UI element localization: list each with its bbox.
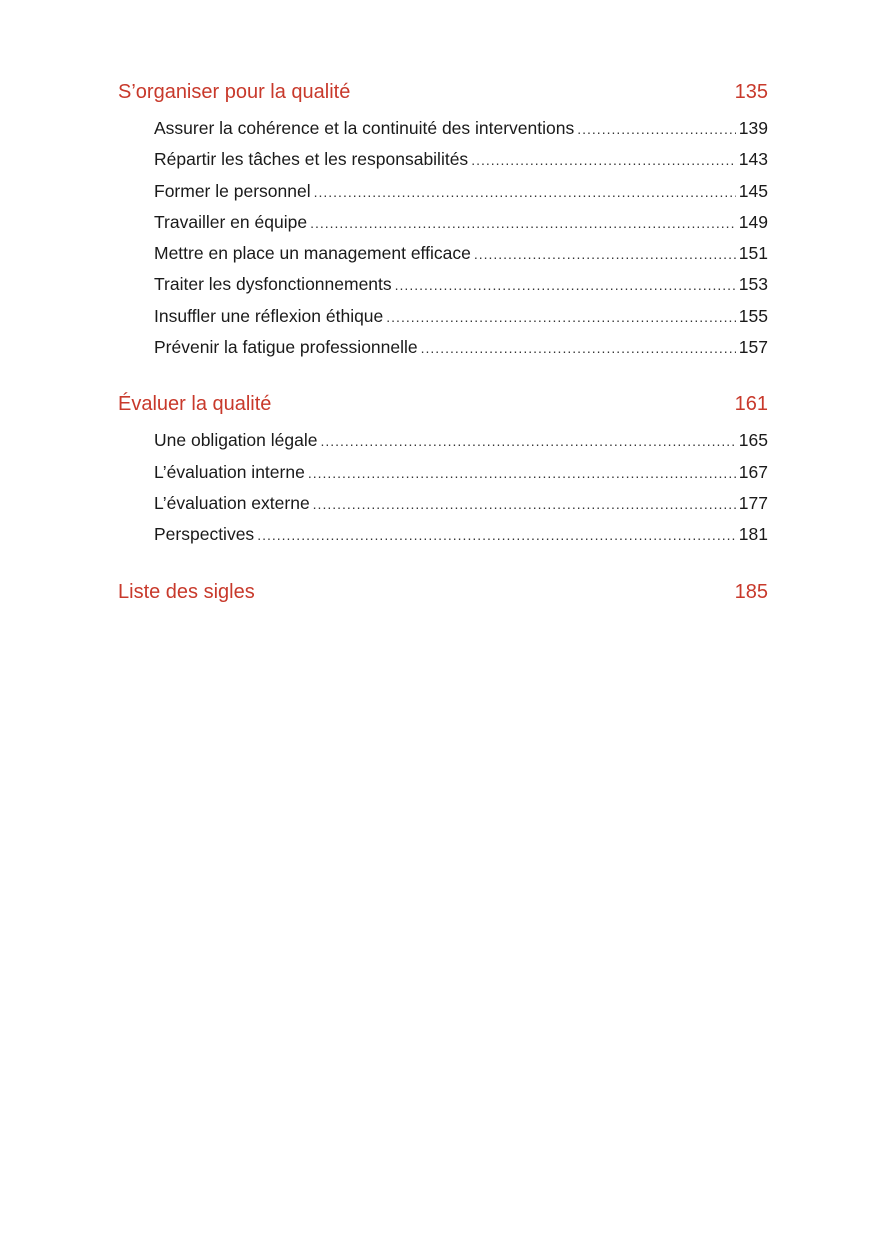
section-title: Liste des sigles [118, 580, 255, 603]
dot-leader [313, 489, 736, 520]
section-title: Évaluer la qualité [118, 393, 272, 416]
toc-entry[interactable] [154, 113, 768, 144]
section-page-number: 185 [734, 580, 768, 603]
entry-page-number: 167 [738, 461, 768, 482]
entry-page-number: 149 [738, 211, 768, 232]
table-of-contents [118, 78, 768, 606]
dot-leader [386, 302, 736, 333]
toc-section [118, 578, 768, 606]
dot-leader [308, 458, 736, 489]
toc-entry[interactable] [154, 176, 768, 207]
dot-leader [474, 239, 736, 270]
entry-label: Une obligation légale [154, 430, 318, 451]
entry-page-number: 157 [738, 337, 768, 358]
toc-entry[interactable] [154, 144, 768, 175]
entry-page-number: 139 [738, 118, 768, 138]
entry-label: Prévenir la fatigue professionnelle [154, 337, 418, 358]
entry-page-number: 143 [738, 149, 768, 170]
dot-leader [395, 270, 736, 301]
section-heading[interactable] [118, 78, 768, 106]
toc-entry[interactable] [154, 488, 768, 519]
entry-label: Mettre en place un management efficace [154, 243, 471, 264]
toc-entry[interactable] [154, 269, 768, 300]
toc-entry-list [118, 113, 768, 363]
toc-entry[interactable] [154, 425, 768, 456]
dot-leader [471, 145, 736, 176]
toc-entry[interactable] [154, 238, 768, 269]
toc-entry[interactable] [154, 301, 768, 332]
entry-label: Travailler en équipe [154, 211, 308, 232]
dot-leader [314, 177, 736, 208]
entry-page-number: 177 [738, 492, 768, 513]
toc-entry[interactable] [154, 519, 768, 550]
toc-entry[interactable] [154, 457, 768, 488]
section-heading[interactable] [118, 390, 768, 418]
entry-label: Répartir les tâches et les responsabilités [154, 149, 469, 170]
entry-page-number: 165 [738, 430, 768, 451]
entry-label: Assurer la cohérence et la continuité des interventions [154, 118, 575, 138]
entry-label: Former le personnel [154, 180, 311, 201]
section-page-number: 135 [734, 81, 768, 103]
section-page-number: 161 [734, 393, 768, 416]
dot-leader [257, 520, 736, 551]
entry-label: Traiter les dysfonctionnements [154, 274, 392, 295]
entry-page-number: 145 [738, 180, 768, 201]
section-title: S’organiser pour la qualité [118, 81, 351, 103]
dot-leader [310, 208, 736, 239]
toc-entry-list [118, 425, 768, 550]
entry-label: L’évaluation externe [154, 492, 310, 513]
entry-label: L’évaluation interne [154, 461, 305, 482]
entry-page-number: 153 [738, 274, 768, 295]
dot-leader [421, 333, 736, 364]
entry-page-number: 155 [738, 305, 768, 326]
dot-leader [320, 426, 735, 457]
toc-entry[interactable] [154, 332, 768, 363]
toc-section [118, 78, 768, 363]
entry-label: Perspectives [154, 524, 255, 545]
dot-leader [577, 114, 736, 145]
section-heading[interactable] [118, 578, 768, 606]
entry-page-number: 181 [738, 524, 768, 545]
entry-page-number: 151 [738, 243, 768, 264]
toc-section [118, 390, 768, 550]
toc-entry[interactable] [154, 207, 768, 238]
entry-label: Insuffler une réflexion éthique [154, 305, 384, 326]
